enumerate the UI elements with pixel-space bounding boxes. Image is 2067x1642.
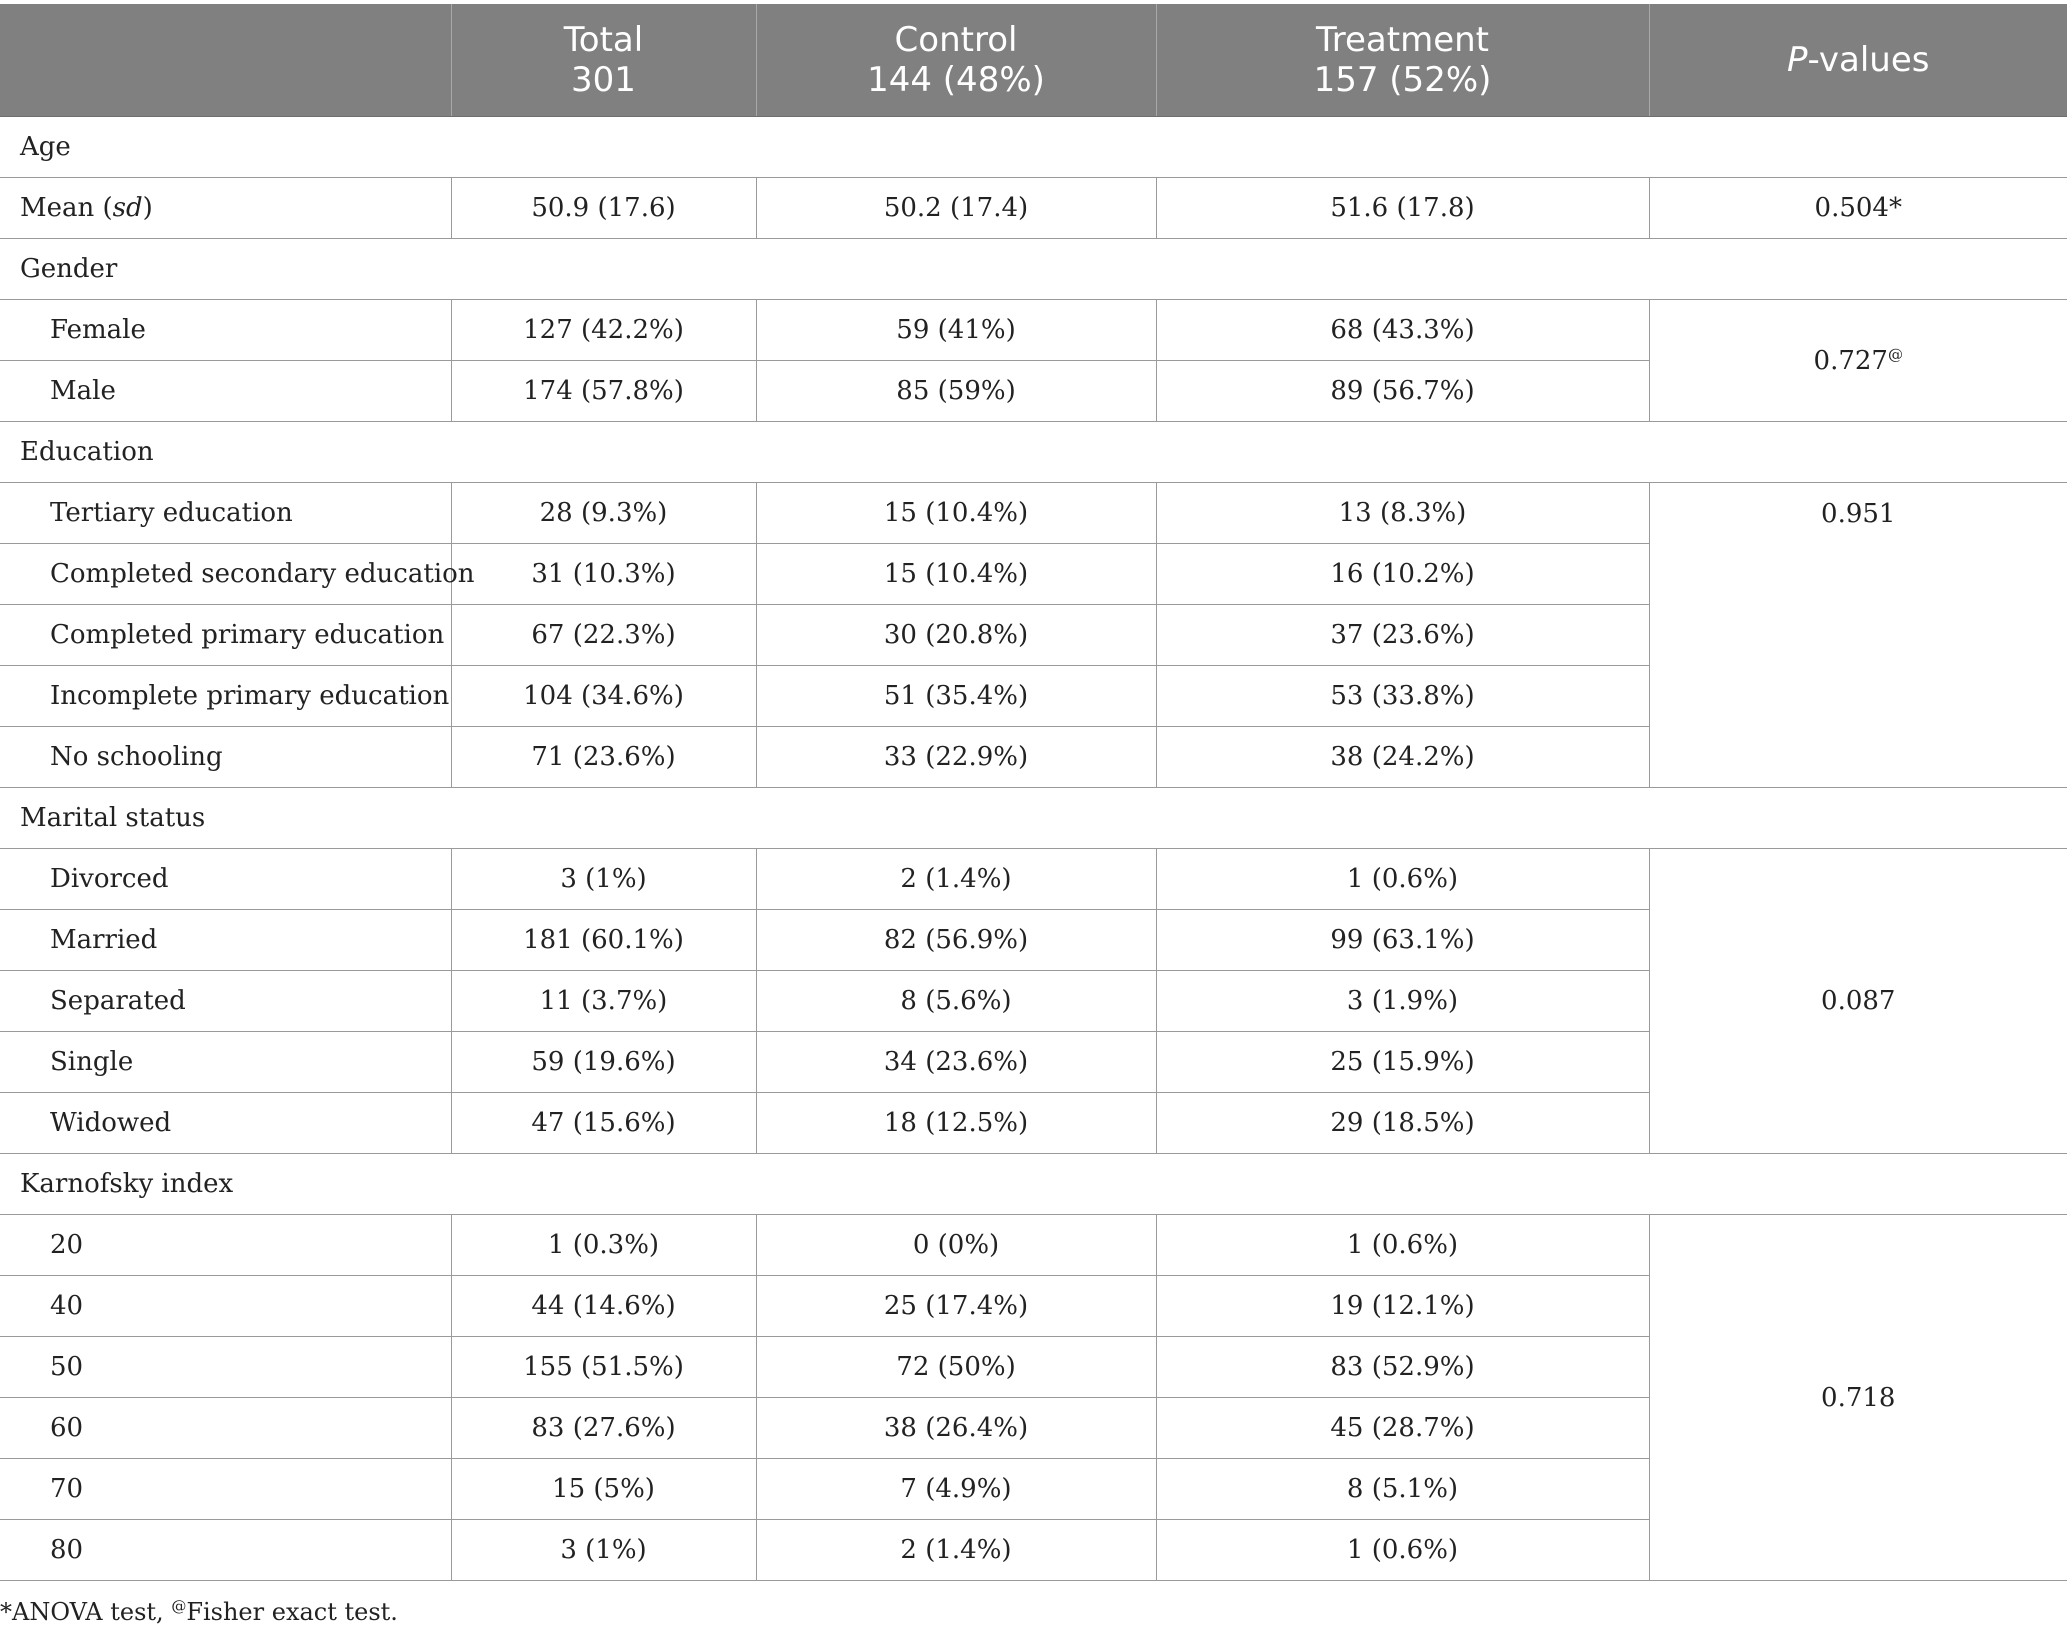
row-label: 60 (0, 1398, 451, 1459)
pvalue-gender-mark: @ (1887, 344, 1903, 363)
header-treatment-n: 157 (52%) (1313, 60, 1492, 100)
cell-total: 50.9 (17.6) (451, 178, 756, 239)
section-heading-marital: Marital status (0, 788, 2067, 849)
section-heading-karnofsky: Karnofsky index (0, 1154, 2067, 1215)
cell-control: 18 (12.5%) (756, 1093, 1156, 1154)
pvalue-age: 0.504 (1814, 193, 1889, 223)
section-row-gender (0, 239, 2067, 300)
row-label: Incomplete primary education (0, 666, 451, 727)
table-body (0, 117, 2067, 1581)
pvalue-age-mark: * (1888, 193, 1902, 223)
cell-control: 8 (5.6%) (756, 971, 1156, 1032)
row-label: Female (0, 300, 451, 361)
cell-treatment: 25 (15.9%) (1156, 1032, 1649, 1093)
row-label: 20 (0, 1215, 451, 1276)
row-label: Tertiary education (0, 483, 451, 544)
row-label: Separated (0, 971, 451, 1032)
cell-total: 83 (27.6%) (451, 1398, 756, 1459)
cell-control: 0 (0%) (756, 1215, 1156, 1276)
header-control (756, 4, 1156, 117)
cell-total: 15 (5%) (451, 1459, 756, 1520)
cell-total: 155 (51.5%) (451, 1337, 756, 1398)
row-label: Male (0, 361, 451, 422)
header-total (451, 4, 756, 117)
cell-control: 85 (59%) (756, 361, 1156, 422)
cell-total: 28 (9.3%) (451, 483, 756, 544)
cell-total: 11 (3.7%) (451, 971, 756, 1032)
cell-control: 15 (10.4%) (756, 544, 1156, 605)
table-row (0, 300, 2067, 361)
section-heading-gender: Gender (0, 239, 2067, 300)
row-label: Completed primary education (0, 605, 451, 666)
label-italic: sd (112, 193, 143, 223)
header-total-n: 301 (571, 60, 636, 100)
header-pvalues-suffix: -values (1807, 40, 1930, 80)
cell-control: 30 (20.8%) (756, 605, 1156, 666)
header-row (0, 4, 2067, 117)
cell-total: 67 (22.3%) (451, 605, 756, 666)
cell-treatment: 19 (12.1%) (1156, 1276, 1649, 1337)
cell-treatment: 83 (52.9%) (1156, 1337, 1649, 1398)
cell-treatment: 51.6 (17.8) (1156, 178, 1649, 239)
cell-total: 59 (19.6%) (451, 1032, 756, 1093)
cell-total: 1 (0.3%) (451, 1215, 756, 1276)
cell-pvalue-marital: 0.087 (1649, 849, 2067, 1154)
row-label: 80 (0, 1520, 451, 1581)
row-label: Widowed (0, 1093, 451, 1154)
cell-total: 127 (42.2%) (451, 300, 756, 361)
header-control-n: 144 (48%) (867, 60, 1045, 100)
cell-pvalue-education: 0.951 (1649, 483, 2067, 788)
table-row (0, 1215, 2067, 1276)
cell-total: 3 (1%) (451, 1520, 756, 1581)
section-row-karnofsky (0, 1154, 2067, 1215)
section-row-age (0, 117, 2067, 178)
cell-total: 47 (15.6%) (451, 1093, 756, 1154)
cell-treatment: 3 (1.9%) (1156, 971, 1649, 1032)
row-label: Completed secondary education (0, 544, 451, 605)
cell-treatment: 89 (56.7%) (1156, 361, 1649, 422)
baseline-characteristics-table-wrapper (0, 4, 2067, 1581)
cell-total: 31 (10.3%) (451, 544, 756, 605)
label-suffix: ) (142, 193, 153, 223)
header-pvalues-prefix: P (1787, 40, 1808, 80)
header-total-label: Total (563, 20, 644, 60)
table-header (0, 4, 2067, 117)
cell-total: 44 (14.6%) (451, 1276, 756, 1337)
cell-control: 25 (17.4%) (756, 1276, 1156, 1337)
cell-pvalue-gender (1649, 300, 2067, 422)
cell-control: 7 (4.9%) (756, 1459, 1156, 1520)
row-label: Single (0, 1032, 451, 1093)
table-footnote (0, 1598, 398, 1626)
row-label: 50 (0, 1337, 451, 1398)
cell-treatment: 1 (0.6%) (1156, 1520, 1649, 1581)
cell-pvalue-karnofsky: 0.718 (1649, 1215, 2067, 1581)
section-row-marital (0, 788, 2067, 849)
cell-control: 2 (1.4%) (756, 849, 1156, 910)
cell-control: 2 (1.4%) (756, 1520, 1156, 1581)
cell-total: 3 (1%) (451, 849, 756, 910)
cell-treatment: 68 (43.3%) (1156, 300, 1649, 361)
header-control-label: Control (894, 20, 1018, 60)
cell-total: 104 (34.6%) (451, 666, 756, 727)
cell-treatment: 8 (5.1%) (1156, 1459, 1649, 1520)
footnote-mark-anova: * (0, 1598, 12, 1626)
row-label: 70 (0, 1459, 451, 1520)
cell-treatment: 37 (23.6%) (1156, 605, 1649, 666)
footnote-anova: ANOVA test, (12, 1598, 172, 1626)
cell-pvalue-age (1649, 178, 2067, 239)
cell-control: 82 (56.9%) (756, 910, 1156, 971)
row-label: Married (0, 910, 451, 971)
cell-control: 34 (23.6%) (756, 1032, 1156, 1093)
cell-treatment: 16 (10.2%) (1156, 544, 1649, 605)
section-heading-education: Education (0, 422, 2067, 483)
cell-total: 174 (57.8%) (451, 361, 756, 422)
baseline-characteristics-table (0, 4, 2067, 1581)
row-label: Divorced (0, 849, 451, 910)
section-heading-age: Age (0, 117, 2067, 178)
header-variable (0, 4, 451, 117)
cell-control: 50.2 (17.4) (756, 178, 1156, 239)
table-row-age-mean (0, 178, 2067, 239)
header-treatment-label: Treatment (1315, 20, 1489, 60)
cell-total: 71 (23.6%) (451, 727, 756, 788)
row-label: No schooling (0, 727, 451, 788)
cell-treatment: 53 (33.8%) (1156, 666, 1649, 727)
pvalue-gender: 0.727 (1813, 345, 1888, 376)
cell-control: 15 (10.4%) (756, 483, 1156, 544)
cell-treatment: 45 (28.7%) (1156, 1398, 1649, 1459)
footnote-mark-fisher: @ (171, 1597, 187, 1615)
cell-treatment: 1 (0.6%) (1156, 1215, 1649, 1276)
header-treatment (1156, 4, 1649, 117)
row-label (0, 178, 451, 239)
section-row-education (0, 422, 2067, 483)
cell-control: 33 (22.9%) (756, 727, 1156, 788)
footnote-fisher: Fisher exact test. (186, 1598, 398, 1626)
cell-treatment: 29 (18.5%) (1156, 1093, 1649, 1154)
cell-control: 72 (50%) (756, 1337, 1156, 1398)
cell-total: 181 (60.1%) (451, 910, 756, 971)
cell-treatment: 13 (8.3%) (1156, 483, 1649, 544)
cell-treatment: 1 (0.6%) (1156, 849, 1649, 910)
cell-treatment: 99 (63.1%) (1156, 910, 1649, 971)
table-row (0, 849, 2067, 910)
cell-treatment: 38 (24.2%) (1156, 727, 1649, 788)
table-row (0, 483, 2067, 544)
cell-control: 38 (26.4%) (756, 1398, 1156, 1459)
row-label: 40 (0, 1276, 451, 1337)
cell-control: 51 (35.4%) (756, 666, 1156, 727)
label-prefix: Mean ( (20, 193, 113, 223)
cell-control: 59 (41%) (756, 300, 1156, 361)
header-pvalues (1649, 4, 2067, 117)
